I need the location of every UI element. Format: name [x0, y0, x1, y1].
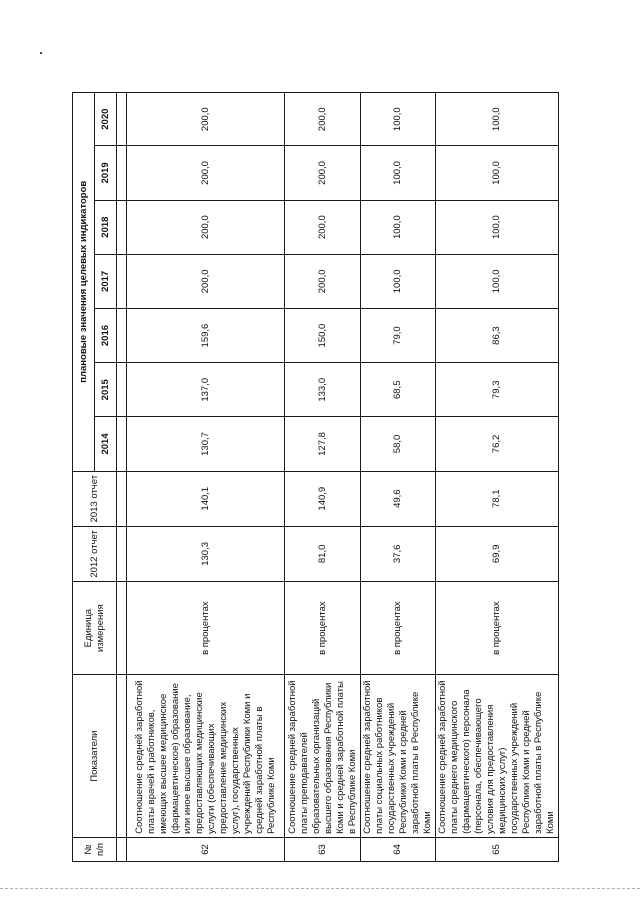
header-unit: Единица измерения	[73, 581, 117, 674]
plan-2014: 127,8	[285, 417, 361, 471]
value-2013: 78,1	[436, 471, 559, 526]
unit-cell: в процентах	[285, 581, 361, 674]
unit-cell: в процентах	[436, 581, 559, 674]
row-number: 65	[436, 837, 559, 861]
plan-2015: 137,0	[127, 363, 285, 417]
plan-2015: 68,5	[361, 363, 436, 417]
plan-2017: 100,0	[361, 254, 436, 308]
plan-2018: 100,0	[436, 200, 559, 254]
table-row	[361, 93, 436, 862]
plan-2020: 100,0	[361, 93, 436, 146]
plan-2017: 100,0	[436, 254, 559, 308]
table-row	[436, 93, 559, 862]
unit-cell: в процентах	[127, 581, 285, 674]
page-edge-line	[0, 888, 640, 889]
plan-2014: 130,7	[127, 417, 285, 471]
plan-2019: 100,0	[436, 146, 559, 200]
indicator-text: Соотношение средней заработной платы врачей и работников, имеющих высшее медицинское (фармацевтическое) образование или иное высшее образование, предоставляющих медицинские услуги (обеспечивающих предоставление медицинских услуг), государственных учреждений Республики Коми и средней заработной платы в Республике Коми	[127, 675, 285, 838]
plan-2019: 200,0	[285, 146, 361, 200]
indicator-text: Соотношение средней заработной платы преподавателей образовательных организаций высшего образования Республики Коми и средней заработной платы в Республике Коми	[285, 675, 361, 838]
scan-speck	[40, 52, 42, 54]
table-row	[127, 93, 285, 862]
plan-2014: 58,0	[361, 417, 436, 471]
header-indicator: Показатели	[73, 675, 117, 838]
header-year: 2019	[95, 146, 117, 200]
plan-2016: 159,6	[127, 308, 285, 362]
header-no: № п/п	[73, 837, 117, 861]
header-year: 2017	[95, 254, 117, 308]
header-year: 2015	[95, 363, 117, 417]
header-year: 2014	[95, 417, 117, 471]
plan-2016: 150,0	[285, 308, 361, 362]
plan-2016: 79,0	[361, 308, 436, 362]
plan-2017: 200,0	[285, 254, 361, 308]
value-2012: 81,0	[285, 526, 361, 581]
plan-2020: 200,0	[285, 93, 361, 146]
plan-2014: 76,2	[436, 417, 559, 471]
plan-2019: 200,0	[127, 146, 285, 200]
header-year: 2016	[95, 308, 117, 362]
value-2013: 49,6	[361, 471, 436, 526]
value-2013: 140,1	[127, 471, 285, 526]
header-planned-group: плановые значения целевых индикаторов	[73, 93, 95, 472]
plan-2020: 200,0	[127, 93, 285, 146]
header-year: 2020	[95, 93, 117, 146]
header-2013: 2013 отчет	[73, 471, 117, 526]
rotated-page	[72, 92, 632, 862]
plan-2019: 100,0	[361, 146, 436, 200]
value-2012: 69,9	[436, 526, 559, 581]
value-2012: 37,6	[361, 526, 436, 581]
plan-2018: 100,0	[361, 200, 436, 254]
row-number: 63	[285, 837, 361, 861]
row-number: 64	[361, 837, 436, 861]
indicator-text: Соотношение средней заработной платы среднего медицинского (фармацевтического) персонала (персонала, обеспечивающего условия для предоставления медицинских услуг) государственных учреждений Республики Коми и средней заработной платы в Республике Коми	[436, 675, 559, 838]
value-2012: 130,3	[127, 526, 285, 581]
unit-cell: в процентах	[361, 581, 436, 674]
header-year: 2018	[95, 200, 117, 254]
plan-2018: 200,0	[285, 200, 361, 254]
value-2013: 140,9	[285, 471, 361, 526]
plan-2018: 200,0	[127, 200, 285, 254]
header-2012: 2012 отчет	[73, 526, 117, 581]
row-number: 62	[127, 837, 285, 861]
plan-2015: 133,0	[285, 363, 361, 417]
indicator-text: Соотношение средней заработной платы социальных работников государственных учреждений Республики Коми и средней заработной платы в Республике Коми	[361, 675, 436, 838]
plan-2020: 100,0	[436, 93, 559, 146]
plan-2016: 86,3	[436, 308, 559, 362]
table-row	[285, 93, 361, 862]
plan-2015: 79,3	[436, 363, 559, 417]
plan-2017: 200,0	[127, 254, 285, 308]
indicators-table	[72, 92, 559, 862]
spacer-row	[117, 93, 127, 862]
